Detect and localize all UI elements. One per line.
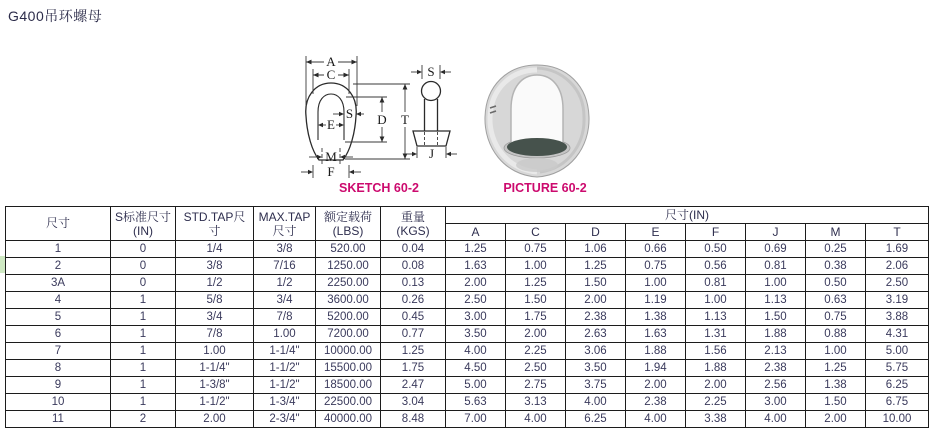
table-row	[6, 377, 929, 394]
dim-label-t: T	[401, 112, 409, 127]
table-cell: 2.25	[506, 343, 566, 360]
table-cell: 2.38	[626, 394, 686, 411]
table-cell: 11	[6, 411, 111, 428]
table-row	[6, 343, 929, 360]
dim-label-e: E	[327, 117, 335, 132]
table-cell: 1.25	[506, 275, 566, 292]
header-std-tap-line1: STD.TAP尺	[183, 209, 246, 224]
header-rated-load-line2: (LBS)	[332, 223, 364, 238]
table-cell: 8	[6, 360, 111, 377]
table-cell: 5/8	[176, 292, 254, 309]
table-cell: 2.06	[866, 258, 929, 275]
table-cell: 1-3/8"	[176, 377, 254, 394]
table-cell: 1	[111, 292, 176, 309]
table-cell: 10000.00	[316, 343, 381, 360]
table-cell: 1.13	[746, 292, 806, 309]
table-cell: 0.66	[626, 241, 686, 258]
table-cell: 5.00	[446, 377, 506, 394]
dim-label-a: A	[326, 54, 336, 69]
table-cell: 4.00	[746, 411, 806, 428]
sketch-caption: SKETCH 60-2	[339, 181, 419, 195]
table-cell: 5200.00	[316, 309, 381, 326]
header-s-standard	[111, 207, 176, 241]
table-cell: 1.69	[866, 241, 929, 258]
table-cell: 3.13	[506, 394, 566, 411]
table-cell: 1.25	[381, 343, 446, 360]
dim-label-j: J	[428, 146, 435, 161]
table-row	[6, 326, 929, 343]
header-max-tap	[254, 207, 316, 241]
table-row	[6, 394, 929, 411]
header-max-tap-line1: MAX.TAP	[258, 209, 311, 224]
table-cell: 1	[111, 309, 176, 326]
table-cell: 1.50	[746, 309, 806, 326]
table-cell: 0.81	[746, 258, 806, 275]
table-cell: 0.50	[686, 241, 746, 258]
table-cell: 2.56	[746, 377, 806, 394]
table-cell: 1.88	[746, 326, 806, 343]
table-cell: 0.69	[746, 241, 806, 258]
table-cell: 2.63	[566, 326, 626, 343]
dim-label-s-side: S	[427, 64, 435, 79]
table-cell: 0.77	[381, 326, 446, 343]
header-dim-m: M	[806, 224, 866, 241]
table-cell: 0.50	[806, 275, 866, 292]
table-cell: 2.13	[746, 343, 806, 360]
table-cell: 2.25	[686, 394, 746, 411]
header-dim-c: C	[506, 224, 566, 241]
table-cell: 6.75	[866, 394, 929, 411]
table-cell: 0.75	[626, 258, 686, 275]
sketch-figure	[293, 52, 465, 182]
table-cell: 1	[111, 343, 176, 360]
table-cell: 3600.00	[316, 292, 381, 309]
table-cell: 0	[111, 258, 176, 275]
table-cell: 2.50	[506, 360, 566, 377]
table-cell: 1.50	[806, 394, 866, 411]
table-cell: 1/4	[176, 241, 254, 258]
table-cell: 3/8	[254, 241, 316, 258]
table-cell: 5.75	[866, 360, 929, 377]
table-cell: 0.63	[806, 292, 866, 309]
table-cell: 6	[6, 326, 111, 343]
table-cell: 1.63	[626, 326, 686, 343]
header-std-tap	[176, 207, 254, 241]
table-cell: 3.06	[566, 343, 626, 360]
table-cell: 2.47	[381, 377, 446, 394]
table-cell: 2.00	[686, 377, 746, 394]
table-cell: 1.00	[254, 326, 316, 343]
table-cell: 2.75	[506, 377, 566, 394]
dim-label-s: S	[345, 106, 354, 121]
header-weight-line1: 重量	[400, 209, 425, 224]
page-title: G400吊环螺母	[8, 8, 103, 24]
table-cell: 0.04	[381, 241, 446, 258]
table-cell: 1.38	[626, 309, 686, 326]
table-cell: 1.88	[686, 360, 746, 377]
table-cell: 3.19	[866, 292, 929, 309]
table-cell: 0.45	[381, 309, 446, 326]
table-cell: 0.88	[806, 326, 866, 343]
header-s-standard-line1: S标准尺寸	[114, 209, 171, 224]
table-cell: 1.00	[686, 292, 746, 309]
table-cell: 0.81	[686, 275, 746, 292]
table-cell: 2250.00	[316, 275, 381, 292]
table-cell: 1250.00	[316, 258, 381, 275]
table-cell: 6.25	[566, 411, 626, 428]
table-cell: 1.00	[176, 343, 254, 360]
header-dim-f: F	[686, 224, 746, 241]
table-cell: 3A	[6, 275, 111, 292]
table-cell: 4.00	[566, 394, 626, 411]
table-cell: 1.50	[566, 275, 626, 292]
table-cell: 1.56	[686, 343, 746, 360]
table-cell: 3.75	[566, 377, 626, 394]
table-cell: 10.00	[866, 411, 929, 428]
table-cell: 1.75	[506, 309, 566, 326]
dim-label-f: F	[327, 164, 335, 179]
table-cell: 1	[111, 360, 176, 377]
table-cell: 3/4	[176, 309, 254, 326]
table-cell: 3.38	[686, 411, 746, 428]
table-cell: 1-1/2"	[176, 394, 254, 411]
table-cell: 2.00	[806, 411, 866, 428]
table-cell: 0.56	[686, 258, 746, 275]
table-cell: 1.75	[381, 360, 446, 377]
eye-nut-photo	[470, 55, 620, 180]
table-cell: 4.00	[626, 411, 686, 428]
table-cell: 5	[6, 309, 111, 326]
header-weight-line2: (KGS)	[396, 223, 430, 238]
table-cell: 2.38	[746, 360, 806, 377]
dim-label-m: M	[325, 149, 337, 164]
table-cell: 5.00	[866, 343, 929, 360]
table-row	[6, 275, 929, 292]
picture-caption: PICTURE 60-2	[503, 181, 587, 195]
table-cell: 1-1/4"	[254, 343, 316, 360]
table-cell: 7200.00	[316, 326, 381, 343]
table-cell: 2.00	[506, 326, 566, 343]
table-cell: 6.25	[866, 377, 929, 394]
table-cell: 9	[6, 377, 111, 394]
table-cell: 4.00	[506, 411, 566, 428]
table-cell: 1	[111, 377, 176, 394]
table-cell: 18500.00	[316, 377, 381, 394]
header-dim-e: E	[626, 224, 686, 241]
table-cell: 1-1/2"	[254, 377, 316, 394]
table-cell: 1.13	[686, 309, 746, 326]
table-cell: 1.63	[446, 258, 506, 275]
header-dims-group: 尺寸(IN)	[446, 207, 929, 224]
table-row	[6, 411, 929, 428]
table-cell: 1.25	[806, 360, 866, 377]
header-rated-load-line1: 额定载荷	[323, 209, 372, 224]
table-cell: 1	[111, 394, 176, 411]
table-cell: 1.88	[626, 343, 686, 360]
table-cell: 1.50	[506, 292, 566, 309]
table-cell: 8.48	[381, 411, 446, 428]
table-cell: 7/16	[254, 258, 316, 275]
table-cell: 1.00	[626, 275, 686, 292]
table-cell: 2.50	[866, 275, 929, 292]
header-dim-j: J	[746, 224, 806, 241]
header-max-tap-line2: 尺寸	[272, 223, 297, 238]
table-cell: 3.00	[746, 394, 806, 411]
table-cell: 4.00	[446, 343, 506, 360]
table-cell: 4.31	[866, 326, 929, 343]
table-cell: 2	[111, 411, 176, 428]
table-cell: 1	[111, 326, 176, 343]
table-cell: 40000.00	[316, 411, 381, 428]
dim-label-d: D	[377, 112, 387, 127]
table-cell: 7/8	[176, 326, 254, 343]
table-row	[6, 292, 929, 309]
header-size: 尺寸	[6, 207, 111, 241]
table-cell: 2.38	[566, 309, 626, 326]
table-cell: 1-1/2"	[254, 360, 316, 377]
table-cell: 1-3/4"	[254, 394, 316, 411]
table-row	[6, 241, 929, 258]
table-cell: 4	[6, 292, 111, 309]
table-cell: 1.25	[566, 258, 626, 275]
eye-nut-sketch-drawing	[293, 52, 465, 182]
table-cell: 0.38	[806, 258, 866, 275]
header-s-standard-line2: (IN)	[133, 223, 153, 238]
table-cell: 1.94	[626, 360, 686, 377]
table-cell: 3.00	[446, 309, 506, 326]
table-cell: 1/2	[176, 275, 254, 292]
picture-figure	[470, 55, 620, 180]
table-cell: 2-3/4"	[254, 411, 316, 428]
table-cell: 1.00	[746, 275, 806, 292]
table-cell: 1/2	[254, 275, 316, 292]
table-cell: 1.06	[566, 241, 626, 258]
table-cell: 2.00	[176, 411, 254, 428]
table-cell: 0.25	[806, 241, 866, 258]
table-cell: 4.50	[446, 360, 506, 377]
table-cell: 2.00	[446, 275, 506, 292]
header-dim-a: A	[446, 224, 506, 241]
table-cell: 0	[111, 241, 176, 258]
table-cell: 0.26	[381, 292, 446, 309]
table-cell: 3.50	[566, 360, 626, 377]
table-row	[6, 360, 929, 377]
table-cell: 15500.00	[316, 360, 381, 377]
table-row	[6, 258, 929, 275]
table-cell: 0.75	[806, 309, 866, 326]
table-cell: 3/4	[254, 292, 316, 309]
header-rated-load	[316, 207, 381, 241]
table-cell: 2.00	[566, 292, 626, 309]
table-cell: 1.25	[446, 241, 506, 258]
table-cell: 1.00	[806, 343, 866, 360]
header-dim-d: D	[566, 224, 626, 241]
table-cell: 2	[6, 258, 111, 275]
table-cell: 3.50	[446, 326, 506, 343]
table-cell: 0.08	[381, 258, 446, 275]
table-cell: 1.31	[686, 326, 746, 343]
table-cell: 1	[6, 241, 111, 258]
table-cell: 3/8	[176, 258, 254, 275]
table-cell: 10	[6, 394, 111, 411]
table-cell: 7/8	[254, 309, 316, 326]
table-cell: 3.88	[866, 309, 929, 326]
table-cell: 3.04	[381, 394, 446, 411]
spec-table	[5, 206, 929, 428]
table-cell: 520.00	[316, 241, 381, 258]
table-cell: 2.00	[626, 377, 686, 394]
table-cell: 1.38	[806, 377, 866, 394]
table-cell: 1.19	[626, 292, 686, 309]
table-cell: 1.00	[506, 258, 566, 275]
table-cell: 1-1/4"	[176, 360, 254, 377]
table-cell: 0.13	[381, 275, 446, 292]
spec-table-body	[6, 241, 929, 428]
table-cell: 5.63	[446, 394, 506, 411]
table-cell: 7	[6, 343, 111, 360]
header-std-tap-line2: 寸	[208, 223, 221, 238]
table-cell: 0.75	[506, 241, 566, 258]
dim-label-c: C	[326, 67, 336, 82]
table-row	[6, 309, 929, 326]
table-cell: 0	[111, 275, 176, 292]
table-cell: 22500.00	[316, 394, 381, 411]
table-cell: 2.50	[446, 292, 506, 309]
table-cell: 7.00	[446, 411, 506, 428]
header-weight	[381, 207, 446, 241]
header-dim-t: T	[866, 224, 929, 241]
